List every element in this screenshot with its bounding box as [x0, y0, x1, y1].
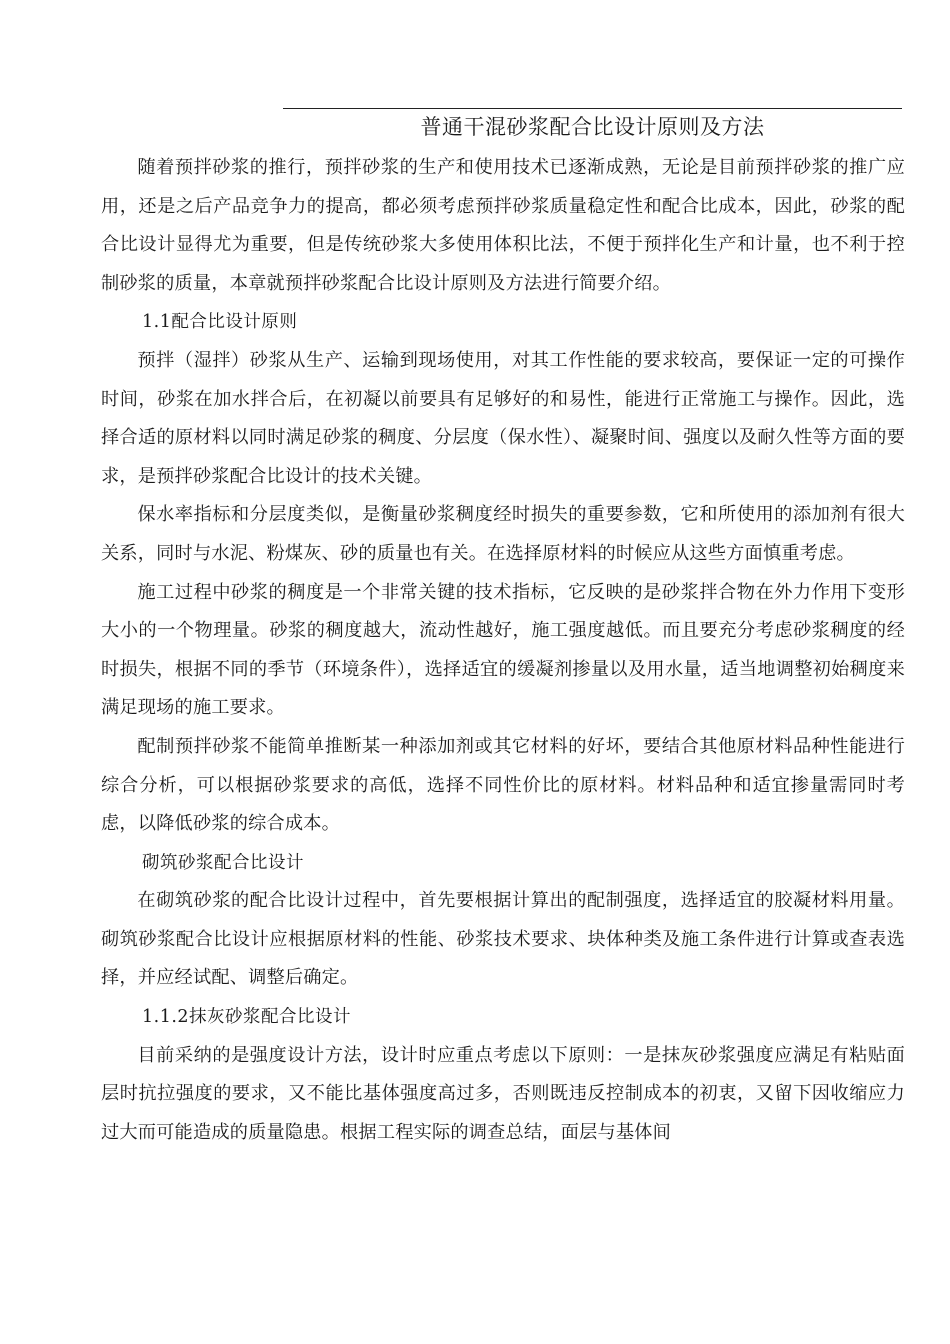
section-heading-design-principles: 1.1配合比设计原则 [142, 312, 298, 333]
paragraph-plaster-mortar: 目前采纳的是强度设计方法，设计时应重点考虑以下原则：一是抹灰砂浆强度应满足有粘贴面层时抗拉强度的要求，又不能比基体强度高过多，否则既违反控制成本的初衷，又留下因收缩应力过大而可能造成的质量隐患。根据工程实际的调查总结，面层与基体间 [101, 1044, 905, 1143]
paragraph-wet-mix-requirements: 预拌（湿拌）砂浆从生产、运输到现场使用，对其工作性能的要求较高，要保证一定的可操作时间，砂浆在加水拌合后，在初凝以前要具有足够好的和易性，能进行正常施工与操作。因此，选择合适的原材料以同时满足砂浆的稠度、分层度（保水性）、凝聚时间、强度以及耐久性等方面的要求，是预拌砂浆配合比设计的技术关键。 [101, 349, 905, 487]
document-title: 普通干混砂浆配合比设计原则及方法 [420, 115, 765, 139]
section-heading-masonry-mortar: 砌筑砂浆配合比设计 [142, 852, 304, 873]
paragraph-masonry-mortar: 在砌筑砂浆的配合比设计过程中，首先要根据计算出的配制强度，选择适宜的胶凝材料用量。砌筑砂浆配合比设计应根据原材料的性能、砂浆技术要求、块体种类及施工条件进行计算或查表选择，并应经试配、调整后确定。 [101, 890, 905, 989]
header-rule [283, 108, 902, 109]
document-body [101, 149, 905, 1152]
section-heading-plaster-mortar: 1.1.2抹灰砂浆配合比设计 [142, 1007, 352, 1028]
paragraph-material-selection: 配制预拌砂浆不能简单推断某一种添加剂或其它材料的好坏，要结合其他原材料品种性能进行综合分析，可以根据砂浆要求的高低，选择不同性价比的原材料。材料品种和适宜掺量需同时考虑，以降低砂浆的综合成本。 [101, 735, 905, 835]
paragraph-water-retention: 保水率指标和分层度类似，是衡量砂浆稠度经时损失的重要参数，它和所使用的添加剂有很大关系，同时与水泥、粉煤灰、砂的质量也有关。在选择原材料的时候应从这些方面慎重考虑。 [101, 504, 905, 564]
paragraph-consistency: 施工过程中砂浆的稠度是一个非常关键的技术指标，它反映的是砂浆拌合物在外力作用下变形大小的一个物理量。砂浆的稠度越大，流动性越好，施工强度越低。而且要充分考虑砂浆稠度的经时损失，根据不同的季节（环境条件），选择适宜的缓凝剂掺量以及用水量，适当地调整初始稠度来满足现场的施工要求。 [101, 581, 905, 719]
paragraph-intro: 随着预拌砂浆的推行，预拌砂浆的生产和使用技术已逐渐成熟，无论是目前预拌砂浆的推广应用，还是之后产品竞争力的提高，都必须考虑预拌砂浆质量稳定性和配合比成本，因此，砂浆的配合比设计显得尤为重要，但是传统砂浆大多使用体积比法，不便于预拌化生产和计量，也不利于控制砂浆的质量，本章就预拌砂浆配合比设计原则及方法进行简要介绍。 [101, 157, 905, 294]
